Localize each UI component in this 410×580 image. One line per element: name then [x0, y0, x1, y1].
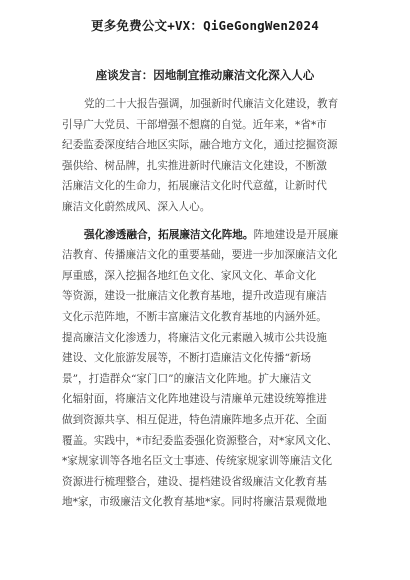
paragraph-line	[62, 225, 352, 246]
paragraph-line: 文化示范阵地，不断丰富廉洁文化教育基地的内涵外延。	[62, 310, 327, 323]
paragraph-line: 厚重感，深入挖掘各地红色文化、家风文化、革命文化	[62, 269, 317, 282]
paragraph-line: 提高廉洁文化渗透力，将廉洁文化元素融入城市公共设施	[62, 331, 327, 344]
paragraph-line: *家规家训等各地名臣文士事迹、传统家规家训等廉洁文化	[62, 455, 333, 468]
document-title: 座谈发言：因地制宜推动廉洁文化深入人心	[95, 68, 315, 82]
paragraph-line: 地*家，市级廉洁文化教育基地*家。同时将廉洁景观微地	[62, 496, 327, 509]
paragraph-line: 强供给、树品牌，扎实推进新时代廉洁文化建设，不断激	[62, 159, 327, 172]
page-header: 更多免费公文+VX：QiGeGongWen2024	[91, 18, 319, 33]
paragraph-line: 化辐射面，将廉洁文化阵地建设与清廉单元建设统筹推进	[62, 393, 327, 406]
section-heading: 强化渗透融合，拓展廉洁文化阵地。	[84, 228, 254, 241]
paragraph-line-text: 阵地建设是开展廉	[253, 228, 339, 241]
paragraph-line: 廉洁文化蔚然成风、深入人心。	[62, 200, 211, 213]
paragraph	[62, 225, 352, 513]
paragraph-line: 党的二十大报告强调，加强新时代廉洁文化建设，教育	[84, 98, 339, 110]
paragraph-line: 纪委监委深度结合地区实际，融合地方文化，通过挖掘资源	[62, 139, 338, 152]
document-body	[62, 94, 352, 513]
paragraph-line: 活廉洁文化的生命力，拓展廉洁文化时代意蕴，让新时代	[62, 180, 327, 193]
paragraph	[62, 94, 352, 218]
paragraph-line: 洁教育、传播廉洁文化的重要基础，要进一步加深廉洁文化	[62, 249, 338, 262]
paragraph-line: 等资源，建设一批廉洁文化教育基地，提升改造现有廉洁	[62, 290, 327, 303]
paragraph-line: 景”，打造群众“家门口”的廉洁文化阵地。扩大廉洁文	[62, 372, 312, 385]
paragraph-line: 引导广大党员、干部增强不想腐的自觉。近年来，*省*市	[62, 118, 327, 131]
paragraph-line: 建设、文化旅游发展等，不断打造廉洁文化传播“新场	[62, 352, 312, 365]
paragraph-line: 资源进行梳理整合，建设、提档建设省级廉洁文化教育基	[62, 475, 327, 488]
paragraph-line: 做到资源共享、相互促进，特色清廉阵地多点开花、全面	[62, 413, 327, 426]
paragraph-line: 覆盖。实践中，*市纪委监委强化资源整合，对*家风文化、	[62, 434, 338, 447]
